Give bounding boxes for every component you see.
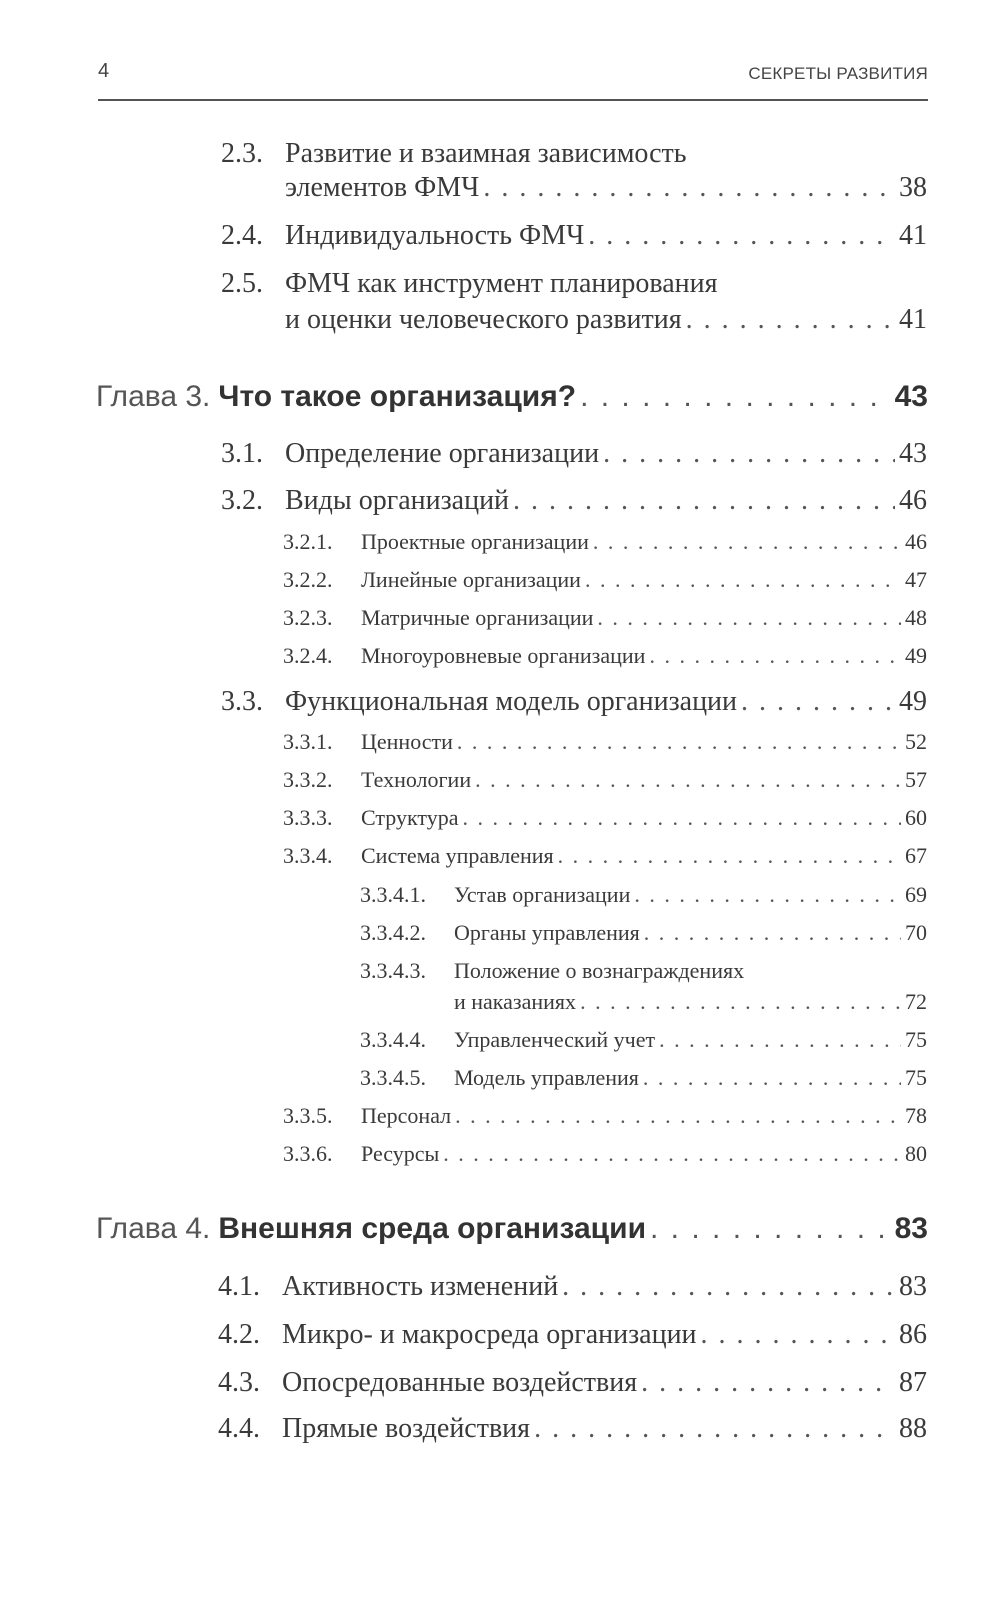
page-ref: 60 bbox=[905, 805, 927, 830]
toc-entry-3-3-4[interactable]: 3.3.4. Система управления . . . 67 bbox=[283, 843, 927, 869]
toc-entry-3-2-2[interactable]: 3.2.2. Линейные организации . . . 47 bbox=[283, 567, 927, 593]
toc-entry-3-2[interactable]: 3.2. Виды организаций . . . 46 bbox=[221, 485, 927, 517]
dot-leader bbox=[741, 686, 895, 718]
page-ref: 72 bbox=[905, 989, 927, 1014]
dot-leader bbox=[580, 380, 891, 414]
dot-leader bbox=[686, 304, 895, 336]
dot-leader bbox=[634, 882, 901, 908]
page-ref: 49 bbox=[905, 643, 927, 668]
dot-leader bbox=[562, 1271, 895, 1303]
dot-leader bbox=[475, 767, 901, 793]
dot-leader bbox=[585, 567, 901, 593]
toc-entry-2-4[interactable]: 2.4. Индивидуальность ФМЧ . . . 41 bbox=[221, 220, 927, 252]
dot-leader bbox=[558, 843, 901, 869]
dot-leader bbox=[455, 1103, 901, 1129]
dot-leader bbox=[701, 1319, 895, 1351]
dot-leader bbox=[643, 1065, 901, 1091]
page-ref: 46 bbox=[899, 485, 927, 516]
toc-entry-4-1[interactable]: 4.1. Активность изменений . . . 83 bbox=[218, 1271, 927, 1303]
page-ref: 52 bbox=[905, 729, 927, 754]
page-ref: 46 bbox=[905, 529, 927, 554]
toc-entry-3-2-4[interactable]: 3.2.4. Многоуровневые организации . . . 49 bbox=[283, 643, 927, 669]
dot-leader bbox=[659, 1027, 901, 1053]
dot-leader bbox=[649, 643, 901, 669]
page-ref: 48 bbox=[905, 605, 927, 630]
page-ref: 75 bbox=[905, 1065, 927, 1090]
page-ref: 87 bbox=[899, 1367, 927, 1398]
toc-chapter-4[interactable]: Глава 4. Внешняя среда организации . . . 83 bbox=[96, 1212, 928, 1246]
toc-entry-3-3-1[interactable]: 3.3.1. Ценности . . . 52 bbox=[283, 729, 927, 755]
toc-entry-3-2-3[interactable]: 3.2.3. Матричные организации . . . 48 bbox=[283, 605, 927, 631]
toc-chapter-3[interactable]: Глава 3. Что такое организация? . . . 43 bbox=[96, 380, 928, 414]
page-ref: 78 bbox=[905, 1103, 927, 1128]
toc-entry-3-3-4-3-line1: 3.3.4.3. Положение о вознаграждениях bbox=[360, 958, 745, 983]
dot-leader bbox=[588, 220, 895, 252]
page-ref: 80 bbox=[905, 1141, 927, 1166]
dot-leader bbox=[457, 729, 901, 755]
toc-entry-3-3-4-2[interactable]: 3.3.4.2. Органы управления . . . 70 bbox=[360, 920, 927, 946]
page-ref: 38 bbox=[899, 172, 927, 203]
toc-entry-3-3-6[interactable]: 3.3.6. Ресурсы . . . 80 bbox=[283, 1141, 927, 1167]
page-ref: 83 bbox=[899, 1271, 927, 1302]
toc-entry-4-2[interactable]: 4.2. Микро- и макросреда организации . . . 86 bbox=[218, 1319, 927, 1351]
page-ref: 83 bbox=[894, 1212, 928, 1245]
toc-entry-3-3-5[interactable]: 3.3.5. Персонал . . . 78 bbox=[283, 1103, 927, 1129]
dot-leader bbox=[443, 1141, 901, 1167]
page-number: 4 bbox=[98, 60, 110, 82]
toc-entry-3-3-4-1[interactable]: 3.3.4.1. Устав организации . . . 69 bbox=[360, 882, 927, 908]
book-title: СЕКРЕТЫ РАЗВИТИЯ bbox=[748, 64, 928, 83]
toc-entry-3-3-2[interactable]: 3.3.2. Технологии . . . 57 bbox=[283, 767, 927, 793]
page-ref: 67 bbox=[905, 843, 927, 868]
dot-leader bbox=[603, 438, 895, 470]
toc-entry-2-3[interactable]: элементов ФМЧ . . . 38 bbox=[285, 172, 927, 204]
dot-leader bbox=[462, 805, 901, 831]
page-ref: 43 bbox=[899, 438, 927, 469]
toc-entry-3-2-1[interactable]: 3.2.1. Проектные организации . . . 46 bbox=[283, 529, 927, 555]
toc-entry-2-5-line1: 2.5. ФМЧ как инструмент планирования bbox=[221, 268, 718, 299]
page-ref: 47 bbox=[905, 567, 927, 592]
toc-entry-3-1[interactable]: 3.1. Определение организации . . . 43 bbox=[221, 438, 927, 470]
toc-entry-4-3[interactable]: 4.3. Опосредованные воздействия . . . 87 bbox=[218, 1367, 927, 1399]
page-ref: 43 bbox=[894, 380, 928, 413]
dot-leader bbox=[597, 605, 901, 631]
header-rule bbox=[98, 99, 928, 101]
page-ref: 70 bbox=[905, 920, 927, 945]
toc-entry-3-3-4-4[interactable]: 3.3.4.4. Управленческий учет . . . 75 bbox=[360, 1027, 927, 1053]
toc-entry-3-3[interactable]: 3.3. Функциональная модель организации . . . 49 bbox=[221, 686, 927, 718]
toc-entry-2-3-line1: 2.3. Развитие и взаимная зависимость bbox=[221, 138, 687, 169]
dot-leader bbox=[641, 1367, 895, 1399]
toc-entry-3-3-4-3[interactable]: и наказаниях . . . 72 bbox=[454, 989, 927, 1015]
toc-entry-3-3-4-5[interactable]: 3.3.4.5. Модель управления . . . 75 bbox=[360, 1065, 927, 1091]
page-ref: 88 bbox=[899, 1413, 927, 1444]
dot-leader bbox=[513, 485, 895, 517]
page-ref: 69 bbox=[905, 882, 927, 907]
page-ref: 57 bbox=[905, 767, 927, 792]
dot-leader bbox=[593, 529, 901, 555]
dot-leader bbox=[483, 172, 895, 204]
dot-leader bbox=[580, 989, 901, 1015]
page-ref: 41 bbox=[899, 220, 927, 251]
dot-leader bbox=[534, 1413, 895, 1445]
page-ref: 86 bbox=[899, 1319, 927, 1350]
page-ref: 49 bbox=[899, 686, 927, 717]
toc-entry-2-5[interactable]: и оценки человеческого развития . . . 41 bbox=[285, 304, 927, 336]
dot-leader bbox=[650, 1212, 891, 1246]
page-ref: 41 bbox=[899, 304, 927, 335]
dot-leader bbox=[644, 920, 901, 946]
page-ref: 75 bbox=[905, 1027, 927, 1052]
running-head bbox=[98, 60, 928, 90]
toc-entry-4-4[interactable]: 4.4. Прямые воздействия . . . 88 bbox=[218, 1413, 927, 1445]
toc-entry-3-3-3[interactable]: 3.3.3. Структура . . . 60 bbox=[283, 805, 927, 831]
